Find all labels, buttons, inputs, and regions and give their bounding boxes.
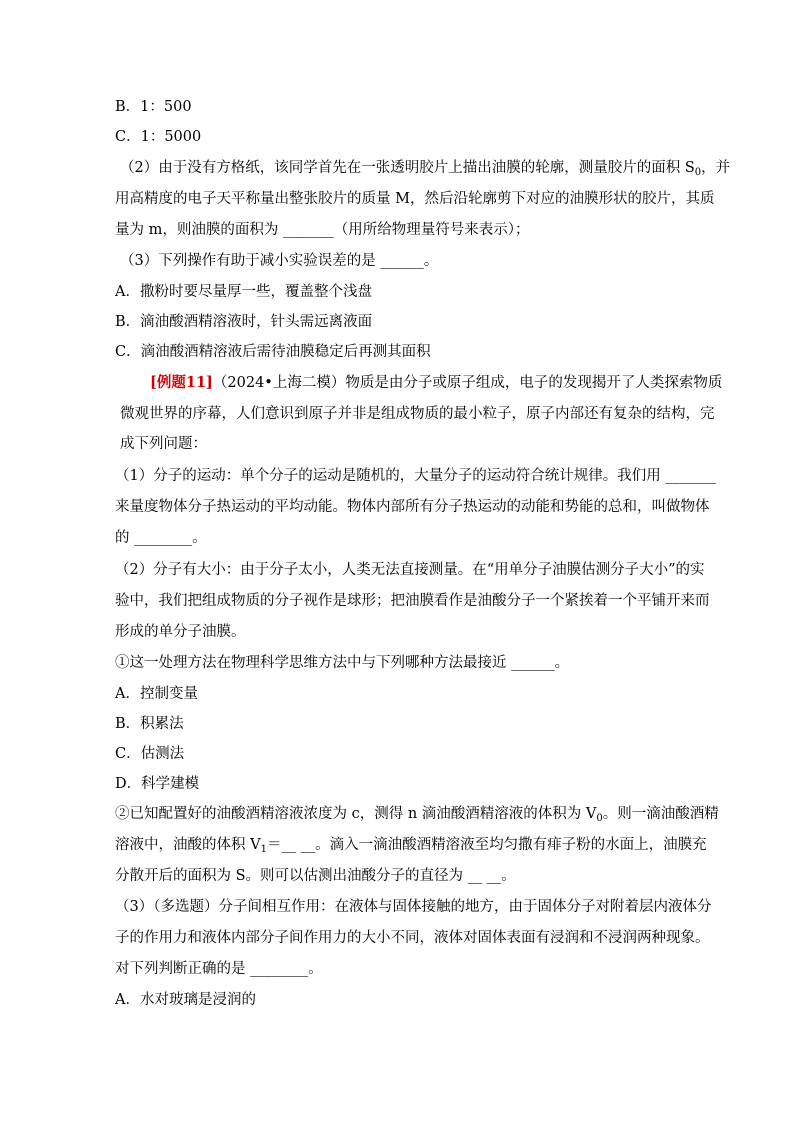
example-line-2: 微观世界的序幕，人们意识到原子并非是组成物质的最小粒子，原子内部还有复杂的结构，完 [120,406,715,422]
option-d: D．科学建模 [115,776,200,792]
subscript: 0 [694,167,702,178]
part-1-line-2: 来量度物体分子热运动的平均动能。物体内部所有分子热运动的动能和势能的总和，叫做物体 [115,499,710,515]
option-b: B．1：500 [115,99,192,115]
part-1-line-1: （1）分子的运动：单个分子的运动是随机的，大量分子的运动符合统计规律。我们用 _______ [115,468,717,484]
part-2-line-1: （2）分子有大小：由于分子太小，人类无法直接测量。在“用单分子油膜估测分子大小”的实 [115,562,705,578]
part-3-line-2: 子的作用力和液体内部分子间作用力的大小不同，液体对固体表面有浸润和不浸润两种现象。 [115,930,710,946]
subscript: 0 [596,813,603,824]
text: ＝__ __。滴入一滴油酸酒精溶液至均匀撒有痱子粉的水面上，油膜充 [266,837,707,853]
text: （2）由于没有方格纸，该同学首先在一张透明胶片上描出油膜的轮廓，测量胶片的面积 S [120,160,695,176]
example-line-3: 成下列问题： [120,436,207,452]
sub-question-2-line-3: 分散开后的面积为 S。则可以估测出油酸分子的直径为 __ __。 [115,868,516,884]
question-2-line-2: 用高精度的电子天平称量出整张胶片的质量 M，然后沿轮廓剪下对应的油膜形状的胶片，其质 [115,191,715,207]
example-heading [150,373,722,393]
part-2-line-3: 形成的单分子油膜。 [115,624,246,640]
part-3-line-3: 对下列判断正确的是 ________。 [115,961,323,977]
text: ，并 [701,160,731,176]
option-a: A．水对玻璃是浸润的 [115,992,256,1008]
question-3-line: （3）下列操作有助于减小实验误差的是 ______。 [120,253,439,269]
subscript: 1 [260,844,267,855]
option-c: C．1：5000 [115,129,202,145]
question-2-line-3: 量为 m，则油膜的面积为 _______（用所给物理量符号来表示）； [115,222,530,238]
sub-question-1: ①这一处理方法在物理科学思维方法中与下列哪种方法最接近 ______。 [115,655,570,671]
text: 。则一滴油酸酒精 [602,806,719,822]
option-a: A．控制变量 [115,686,198,702]
text: 溶液中，油酸的体积 V [115,837,261,853]
part-1-line-3: 的 ________。 [115,530,207,546]
option-b: B．滴油酸酒精溶液时，针头需远离液面 [115,314,373,330]
sub-question-2-line-1 [115,804,719,829]
question-2-line-1 [120,158,730,183]
option-b: B．积累法 [115,716,184,732]
part-2-line-2: 验中，我们把组成物质的分子视作是球形；把油膜看作是油酸分子一个紧挨着一个平铺开来而 [115,593,710,609]
option-a: A．撒粉时要尽量厚一些，覆盖整个浅盘 [115,284,372,300]
option-c: C．滴油酸酒精溶液后需待油膜稳定后再测其面积 [115,344,431,360]
text: ②已知配置好的油酸酒精溶液浓度为 c，测得 n 滴油酸酒精溶液的体积为 V [115,806,597,822]
option-c: C．估测法 [115,746,185,762]
sub-question-2-line-2 [115,835,707,860]
example-label: [例题11] [150,374,213,391]
text: （2024•上海二模）物质是由分子或原子组成，电子的发现揭开了人类探索物质 [212,375,723,391]
part-3-line-1: （3）（多选题）分子间相互作用：在液体与固体接触的地方，由于固体分子对附着层内液体分 [115,899,712,915]
